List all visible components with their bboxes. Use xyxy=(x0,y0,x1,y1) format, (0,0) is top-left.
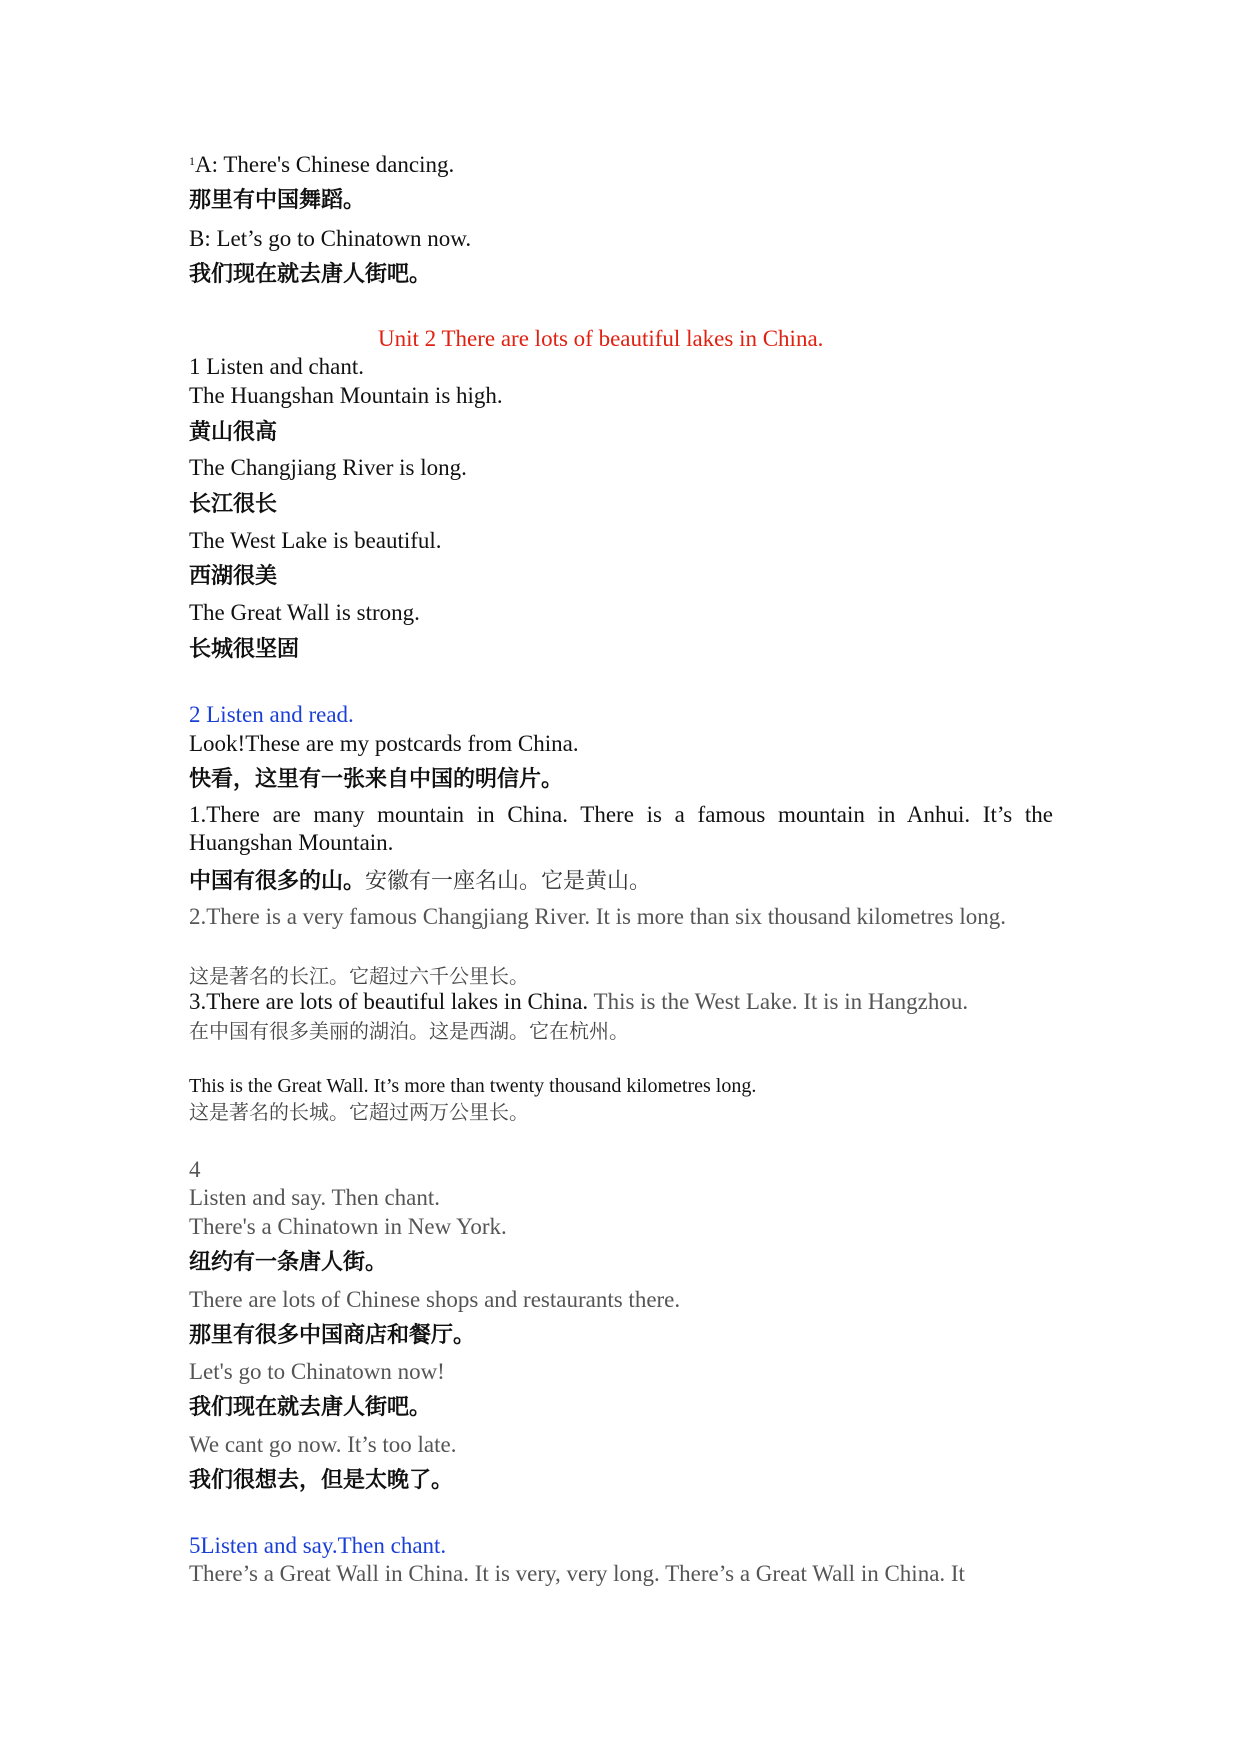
section2-paragraph-3-cn: 在中国有很多美丽的湖泊。这是西湖。它在杭州。 xyxy=(189,1019,629,1043)
p1-cn-bold: 中国有很多的山。 xyxy=(189,869,366,894)
section1-line-en: The Huangshan Mountain is high. xyxy=(189,383,503,408)
section2-paragraph-3 xyxy=(189,988,968,1016)
p3-en-dark: 3.There are lots of beautiful lakes in China. xyxy=(189,989,589,1014)
section1-line-cn: 长城很坚固 xyxy=(189,637,300,662)
section2-intro-cn: 快看，这里有一张来自中国的明信片。 xyxy=(189,767,564,792)
section2-paragraph-2: 2.There is a very famous Changjiang River. It is more than six thousand kilometres long. xyxy=(189,904,1006,929)
dialogue-a-line xyxy=(189,151,454,179)
dialogue-b-line: B: Let’s go to Chinatown now. xyxy=(189,226,472,251)
dialogue-a-translation: 那里有中国舞蹈。 xyxy=(189,188,366,213)
section4-line-en: There are lots of Chinese shops and restaurants there. xyxy=(189,1287,681,1312)
section2-heading: 2 Listen and read. xyxy=(189,702,354,727)
section2-paragraph-1: 1.There are many mountain in China. There is a famous mountain in Anhui. It’s the Huangshan Mountain. xyxy=(189,802,1053,855)
unit-title: Unit 2 There are lots of beautiful lakes in China. xyxy=(378,326,824,351)
section1-line-en: The Great Wall is strong. xyxy=(189,600,420,625)
dialogue-a-text: A: There's Chinese dancing. xyxy=(195,152,455,177)
section1-line-cn: 黄山很高 xyxy=(189,420,278,445)
p3-en-gray: This is the West Lake. It is in Hangzhou. xyxy=(588,989,969,1014)
section1-line-cn: 西湖很美 xyxy=(189,564,278,589)
section4-heading: Listen and say. Then chant. xyxy=(189,1185,441,1210)
section4-line-cn: 纽约有一条唐人街。 xyxy=(189,1250,388,1275)
section4-line-en: There's a Chinatown in New York. xyxy=(189,1214,507,1239)
section2-paragraph-2-cn: 这是著名的长江。它超过六千公里长。 xyxy=(189,964,529,988)
section2-intro-en: Look!These are my postcards from China. xyxy=(189,731,579,756)
footnote-mark: 1 xyxy=(189,154,195,168)
section5-line: There’s a Great Wall in China. It is very, very long. There’s a Great Wall in China. It xyxy=(189,1561,965,1586)
section1-heading: 1 Listen and chant. xyxy=(189,354,365,379)
section5-heading: 5Listen and say.Then chant. xyxy=(189,1533,447,1558)
section4-line-cn: 我们现在就去唐人街吧。 xyxy=(189,1395,432,1420)
section4-line-cn: 我们很想去，但是太晚了。 xyxy=(189,1468,454,1493)
section1-line-en: The West Lake is beautiful. xyxy=(189,528,442,553)
section2-paragraph-4-cn: 这是著名的长城。它超过两万公里长。 xyxy=(189,1100,529,1124)
section4-line-en: We cant go now. It’s too late. xyxy=(189,1432,457,1457)
section4-line-cn: 那里有很多中国商店和餐厅。 xyxy=(189,1323,476,1348)
section2-paragraph-4: This is the Great Wall. It’s more than twenty thousand kilometres long. xyxy=(189,1075,757,1097)
section1-line-en: The Changjiang River is long. xyxy=(189,455,467,480)
section1-line-cn: 长江很长 xyxy=(189,492,278,517)
p1-cn-rest: 安徽有一座名山。它是黄山。 xyxy=(365,869,652,894)
section4-line-en: Let's go to Chinatown now! xyxy=(189,1359,445,1384)
section4-number: 4 xyxy=(189,1157,201,1182)
section2-paragraph-1-cn xyxy=(189,867,651,896)
dialogue-b-translation: 我们现在就去唐人街吧。 xyxy=(189,262,432,287)
